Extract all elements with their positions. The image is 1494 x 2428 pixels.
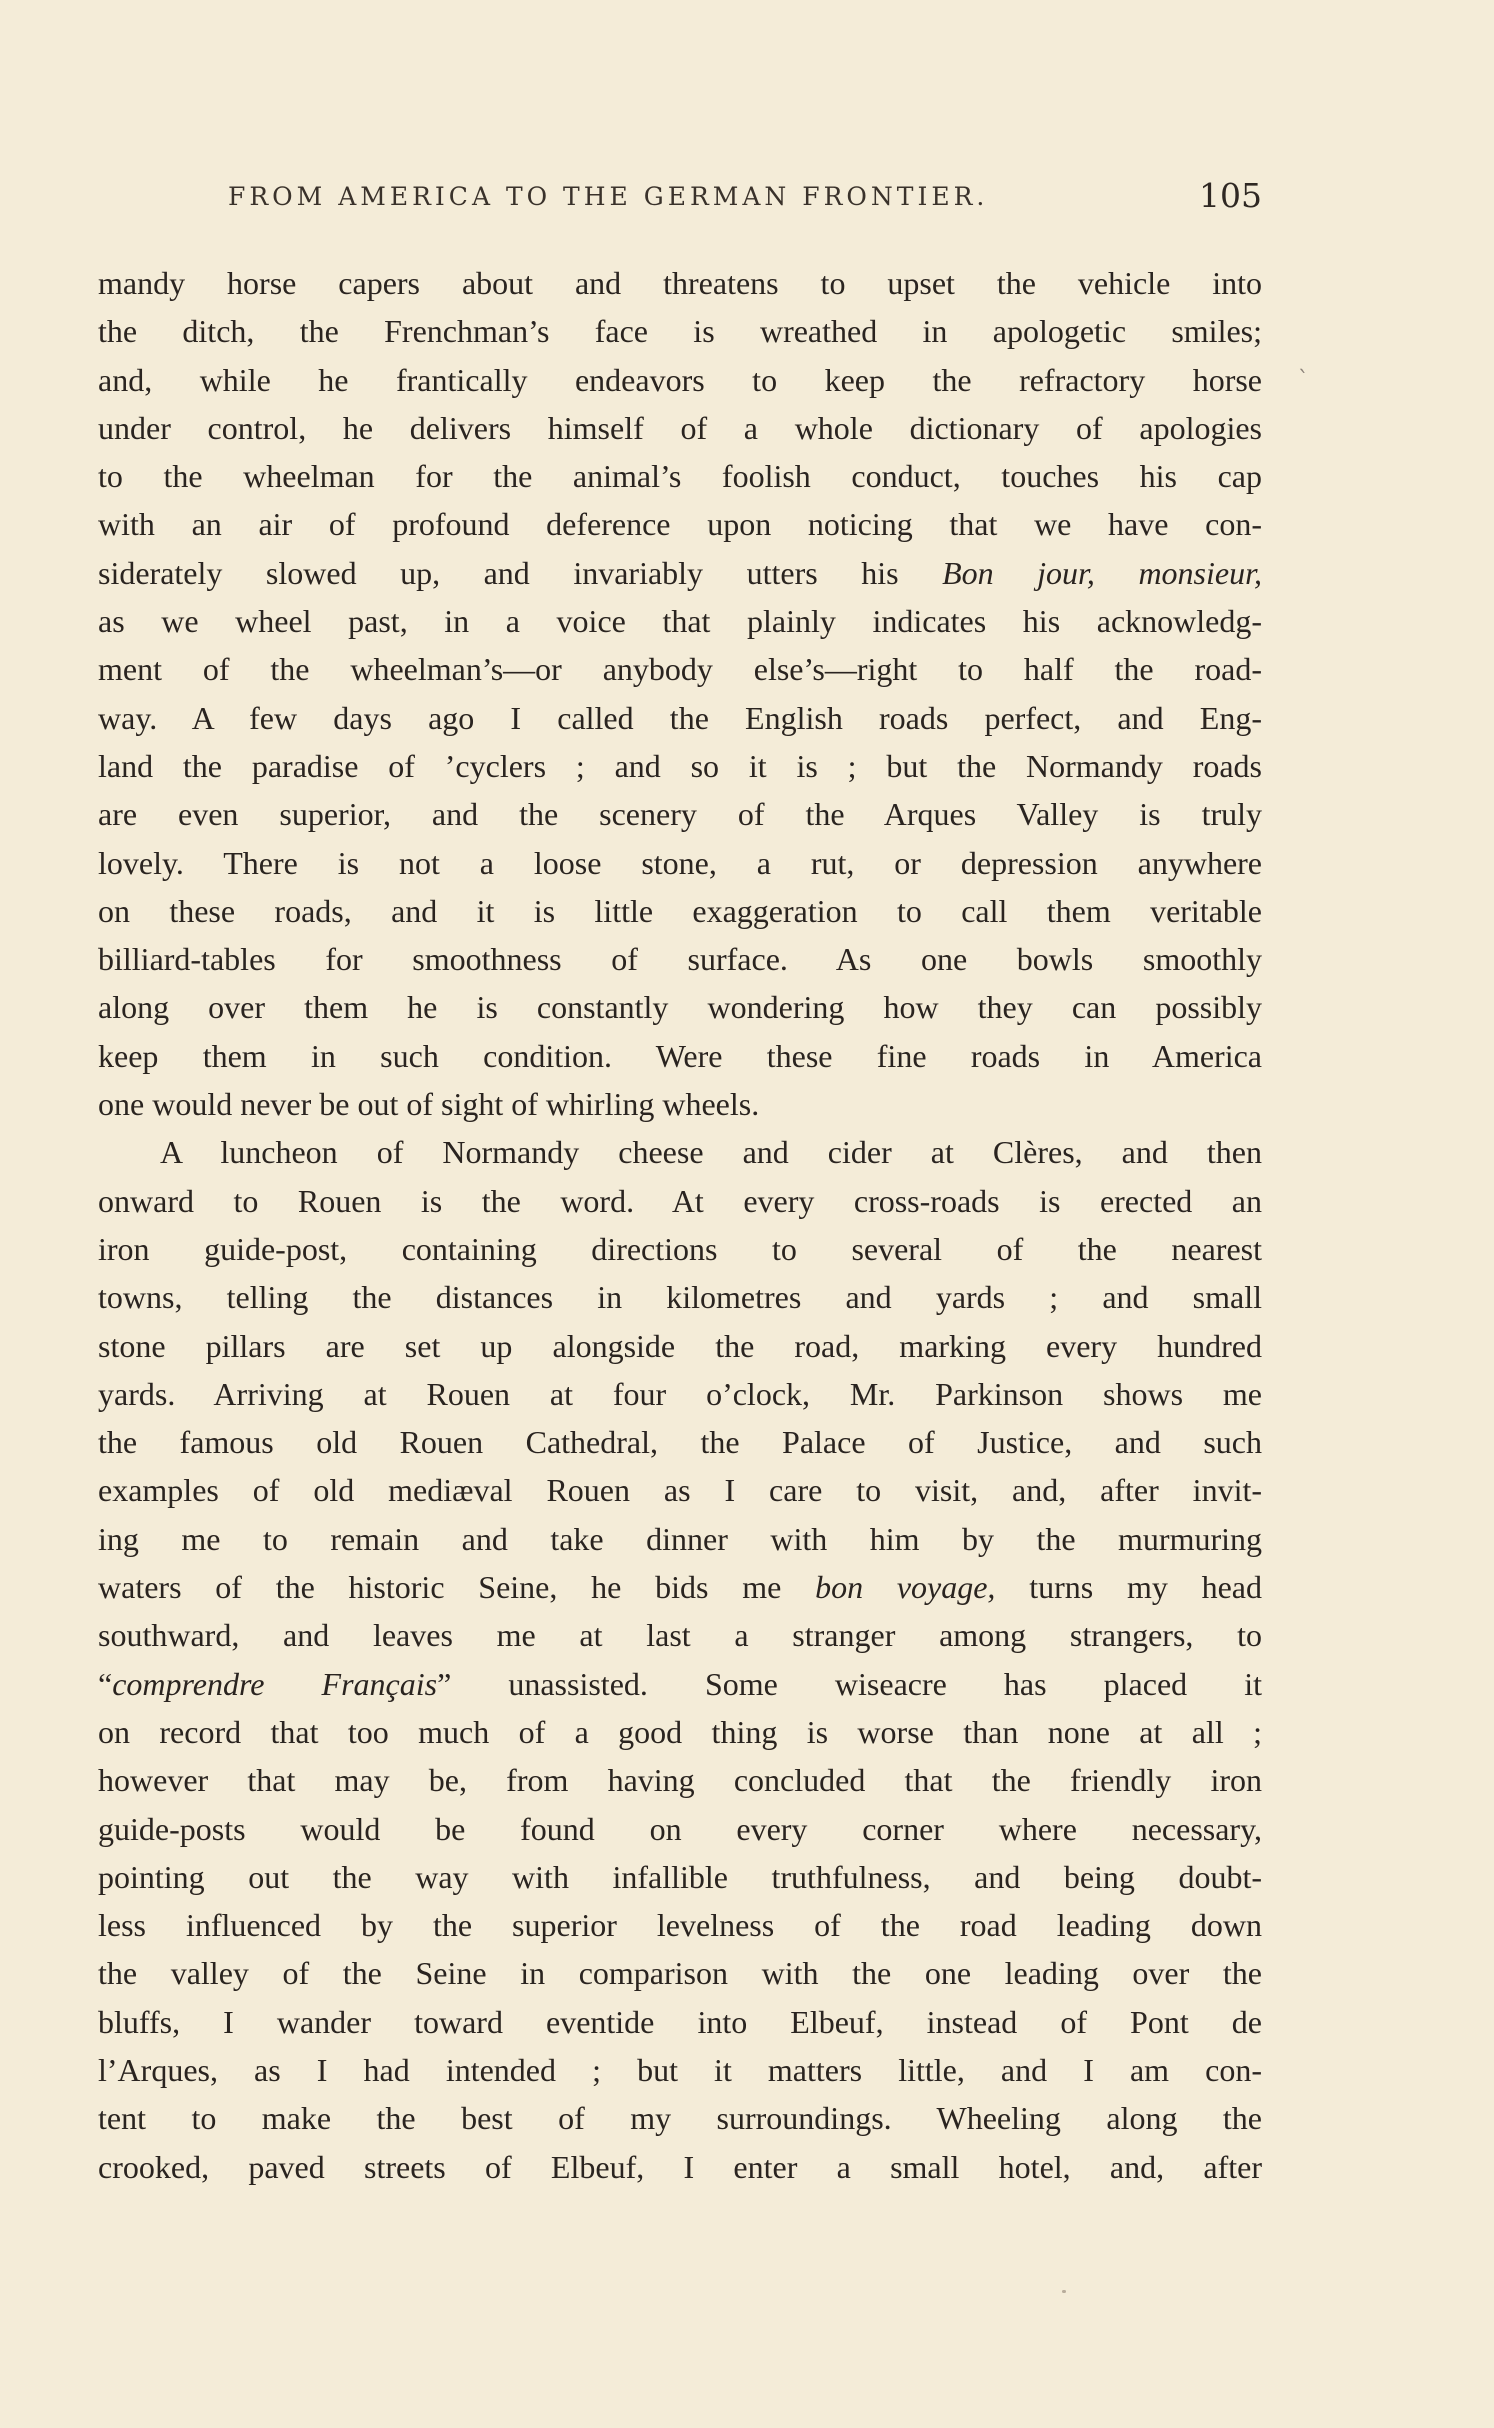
text-line: way. A few days ago I called the English roads perfect, and Eng- <box>98 699 1262 736</box>
text-line: ing me to remain and take dinner with him by the murmuring <box>98 1520 1262 1557</box>
text-line: lovely. There is not a loose stone, a rut, or depression anywhere <box>98 844 1262 881</box>
text-line: with an air of profound deference upon noticing that we have con- <box>98 506 1262 543</box>
text-line: one would never be out of sight of whirling wheels. <box>98 1086 760 1123</box>
running-title: FROM AMERICA TO THE GERMAN FRONTIER. <box>228 182 989 211</box>
text-line: on these roads, and it is little exaggeration to call them veritable <box>98 892 1262 929</box>
text-line: however that may be, from having concluded that the friendly iron <box>98 1762 1262 1799</box>
text-line: pointing out the way with infallible truthfulness, and being doubt- <box>98 1858 1262 1895</box>
text-line: the ditch, the Frenchman’s face is wreathed in apologetic smiles; <box>98 313 1262 350</box>
text-line: the valley of the Seine in comparison with the one leading over the <box>98 1955 1262 1992</box>
text-line: tent to make the best of my surroundings. Wheeling along the <box>98 2100 1262 2137</box>
text-line <box>98 1563 1262 1611</box>
text-line: keep them in such condition. Were these fine roads in America <box>98 1037 1262 1074</box>
text-line: ment of the wheelman’s—or anybody else’s—right to half the road- <box>98 651 1262 688</box>
running-head <box>228 176 1262 222</box>
text-line: examples of old mediæval Rouen as I care to visit, and, after invit- <box>98 1472 1262 1509</box>
paper-speck <box>1062 2290 1066 2293</box>
text-line: guide-posts would be found on every corner where necessary, <box>98 1810 1262 1847</box>
text-line: yards. Arriving at Rouen at four o’clock, Mr. Parkinson shows me <box>98 1375 1262 1412</box>
text-run: waters of the historic Seine, he bids me <box>98 1569 816 1606</box>
text-run: turns my head <box>995 1569 1263 1606</box>
text-line: crooked, paved streets of Elbeuf, I enter a small hotel, and, after <box>98 2148 1262 2185</box>
text-line: under control, he delivers himself of a whole dictionary of apologies <box>98 409 1262 446</box>
text-line <box>98 549 1262 597</box>
text-run: ” unassisted. Some wiseacre has placed it <box>437 1665 1263 1702</box>
text-line: stone pillars are set up alongside the road, marking every hundred <box>98 1327 1262 1364</box>
text-run: siderately slowed up, and invariably utters his <box>98 554 943 591</box>
text-line: and, while he frantically endeavors to keep the refractory horse <box>98 361 1262 398</box>
page-number: 105 <box>1199 176 1262 215</box>
italic-phrase: comprendre Français <box>112 1665 438 1702</box>
text-line: iron guide-post, containing directions to several of the nearest <box>98 1230 1262 1267</box>
text-line: bluffs, I wander toward eventide into Elbeuf, instead of Pont de <box>98 2003 1262 2040</box>
text-line: billiard-tables for smoothness of surface. As one bowls smoothly <box>98 941 1262 978</box>
body-text <box>98 259 1262 2191</box>
text-line: the famous old Rouen Cathedral, the Palace of Justice, and such <box>98 1424 1262 1461</box>
text-line: towns, telling the distances in kilometres and yards ; and small <box>98 1279 1262 1316</box>
text-line: are even superior, and the scenery of the Arques Valley is truly <box>98 796 1262 833</box>
margin-mark: ˋ <box>1298 368 1309 393</box>
text-line: l’Arques, as I had intended ; but it matters little, and I am con- <box>98 2051 1262 2088</box>
text-line: along over them he is constantly wondering how they can possibly <box>98 989 1262 1026</box>
italic-phrase: Bon jour, monsieur, <box>942 554 1263 591</box>
text-line: onward to Rouen is the word. At every cross-roads is erected an <box>98 1182 1262 1219</box>
italic-phrase: bon voyage, <box>815 1569 996 1606</box>
text-line: A luncheon of Normandy cheese and cider at Clères, and then <box>160 1134 1262 1171</box>
text-line: to the wheelman for the animal’s foolish conduct, touches his cap <box>98 458 1262 495</box>
text-line: southward, and leaves me at last a stranger among strangers, to <box>98 1617 1262 1654</box>
text-line: as we wheel past, in a voice that plainly indicates his acknowledg- <box>98 603 1262 640</box>
text-line: on record that too much of a good thing is worse than none at all ; <box>98 1713 1262 1750</box>
text-line: mandy horse capers about and threatens to upset the vehicle into <box>98 265 1262 301</box>
text-line <box>98 1660 1262 1708</box>
text-line: less influenced by the superior levelness of the road leading down <box>98 1907 1262 1944</box>
text-line: land the paradise of ’cyclers ; and so it is ; but the Normandy roads <box>98 747 1262 784</box>
text-run: “ <box>98 1665 113 1702</box>
